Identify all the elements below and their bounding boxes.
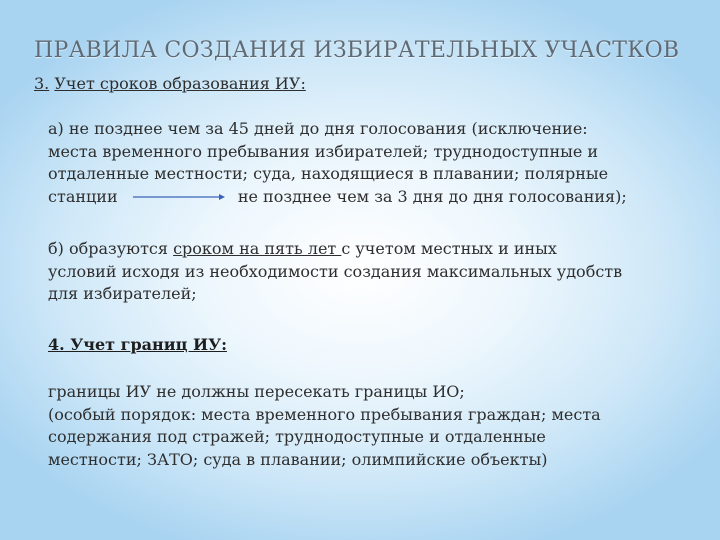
- item-b-paragraph: [48, 238, 698, 306]
- item-a-line-4: [48, 186, 698, 209]
- section-3-heading-text: Учет сроков образования ИУ:: [54, 74, 306, 93]
- right-arrow-icon: [133, 192, 225, 202]
- item-a-line-4-end: не позднее чем за 3 дня до дня голосования);: [237, 186, 627, 206]
- item-b-line-1: [48, 238, 698, 261]
- item-c-paragraph: [48, 381, 698, 471]
- item-a-line-1: а) не позднее чем за 45 дней до дня голосования (исключение:: [48, 119, 588, 138]
- item-a-paragraph: [48, 118, 698, 208]
- item-a-line-3: отдаленные местности; суда, находящиеся в плавании; полярные: [48, 164, 609, 183]
- item-b-line-1-end: с учетом местных и иных: [341, 239, 557, 258]
- section-4-heading: 4. Учет границ ИУ:: [48, 335, 227, 354]
- item-b-line-3: для избирателей;: [48, 284, 197, 303]
- item-c-line-1: границы ИУ не должны пересекать границы ИО;: [48, 382, 465, 401]
- item-b-line-1-start: б) образуются: [48, 239, 174, 258]
- section-3-number: 3.: [34, 74, 50, 93]
- item-c-line-4: местности; ЗАТО; суда в плавании; олимпийские объекты): [48, 449, 548, 469]
- section-3-heading: [34, 73, 306, 95]
- item-b-underlined-term: сроком на пять лет: [173, 239, 342, 258]
- item-b-line-2: условий исходя из необходимости создания максимальных удобств: [48, 261, 623, 281]
- slide-title: ПРАВИЛА СОЗДАНИЯ ИЗБИРАТЕЛЬНЫХ УЧАСТКОВ: [34, 38, 680, 63]
- item-c-line-2: (особый порядок: места временного пребывания граждан; места: [48, 404, 601, 424]
- item-c-line-3: содержания под стражей; труднодоступные и отдаленные: [48, 427, 546, 446]
- item-a-line-4-start: станции: [48, 186, 118, 206]
- item-a-line-2: места временного пребывания избирателей; труднодоступные и: [48, 141, 599, 161]
